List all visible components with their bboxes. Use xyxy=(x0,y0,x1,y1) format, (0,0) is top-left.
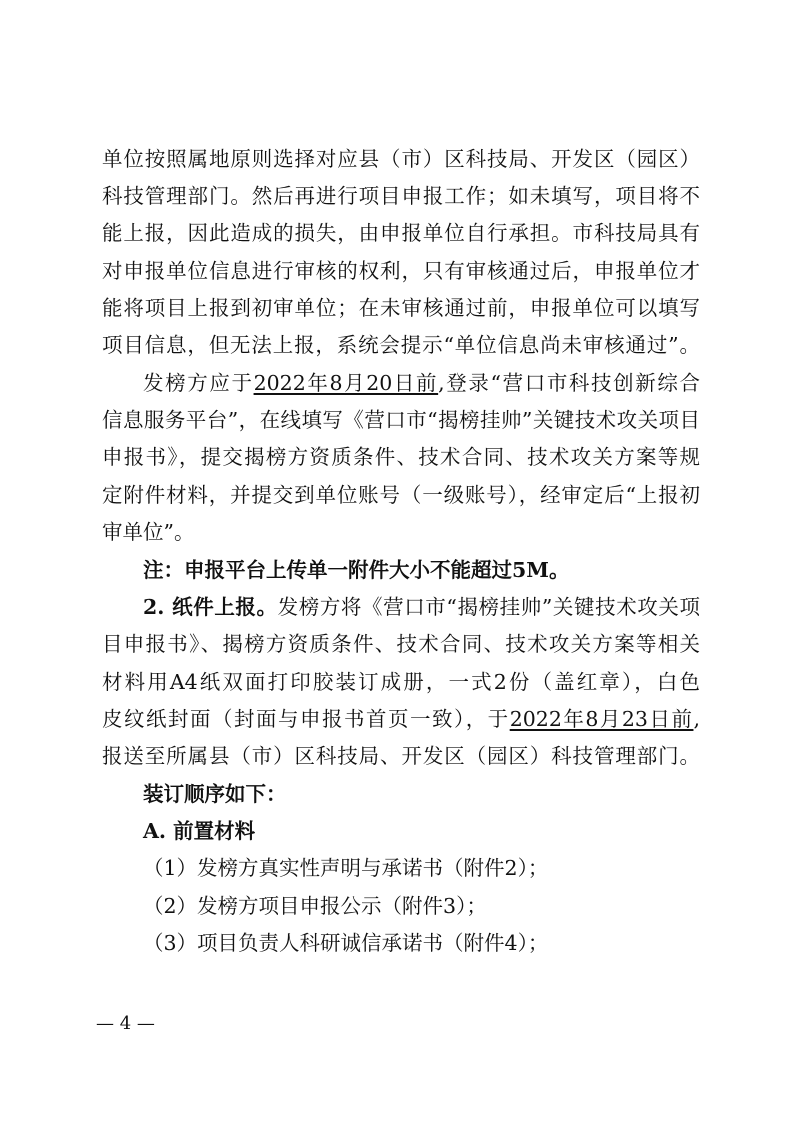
paragraph3-text: , xyxy=(693,707,700,731)
paragraph2-line xyxy=(143,370,700,396)
deadline-date: 2022年8月23日前 xyxy=(509,707,694,731)
paragraph1-line: 科技管理部门。然后再进行项目申报工作；如未填写，项目将不 xyxy=(102,184,700,208)
paragraph1-line: 对申报单位信息进行审核的权利，只有审核通过后，申报单位才 xyxy=(102,259,700,283)
list-item: （3）项目负责人科研诚信承诺书（附件4）； xyxy=(143,931,549,955)
paragraph1-line: 能将项目上报到初审单位；在未审核通过前，申报单位可以填写 xyxy=(102,296,700,320)
paragraph3-line xyxy=(102,706,700,732)
page-number: — 4 — xyxy=(96,1013,155,1034)
paragraph3-line: 报送至所属县（市）区科技局、开发区（园区）科技管理部门。 xyxy=(102,744,700,768)
paragraph2-line: 信息服务平台”，在线填写《营口市“揭榜挂帅”关键技术攻关项目 xyxy=(102,408,700,432)
section-heading: 2. 纸件上报。 xyxy=(143,595,278,619)
paragraph3-line: 材料用A4纸双面打印胶装订成册，一式2份（盖红章），白色 xyxy=(102,670,700,694)
list-item: （1）发榜方真实性声明与承诺书（附件2）； xyxy=(143,856,549,880)
paragraph3-text: 皮纹纸封面（封面与申报书首页一致），于 xyxy=(102,707,510,731)
binding-order-heading: 装订顺序如下： xyxy=(143,782,287,806)
paragraph2-line: 审单位”。 xyxy=(102,520,195,544)
paragraph2-text: 发榜方应于 xyxy=(143,371,254,395)
list-item: （2）发榜方项目申报公示（附件3）； xyxy=(143,894,487,918)
deadline-date: 2022年8月20日前 xyxy=(253,371,439,395)
paragraph3-text: 发榜方将《营口市“揭榜挂帅”关键技术攻关项 xyxy=(277,595,700,619)
paragraph1-line: 单位按照属地原则选择对应县（市）区科技局、开发区（园区） xyxy=(102,147,700,171)
paragraph2-text: ,登录“营口市科技创新综合 xyxy=(438,371,700,395)
paragraph3-line: 目申报书》、揭榜方资质条件、技术合同、技术攻关方案等相关 xyxy=(102,632,700,656)
paragraph3-line xyxy=(143,594,700,620)
paragraph2-line: 申报书》，提交揭榜方资质条件、技术合同、技术攻关方案等规 xyxy=(102,445,700,469)
paragraph2-line: 定附件材料，并提交到单位账号（一级账号），经审定后“上报初 xyxy=(102,483,700,507)
note: 注：申报平台上传单一附件大小不能超过5M。 xyxy=(143,558,570,582)
paragraph1-line: 能上报，因此造成的损失，由申报单位自行承担。市科技局具有 xyxy=(102,221,700,245)
paragraph1-line: 项目信息，但无法上报，系统会提示“单位信息尚未审核通过”。 xyxy=(102,333,700,357)
section-a-heading: A. 前置材料 xyxy=(143,819,256,843)
